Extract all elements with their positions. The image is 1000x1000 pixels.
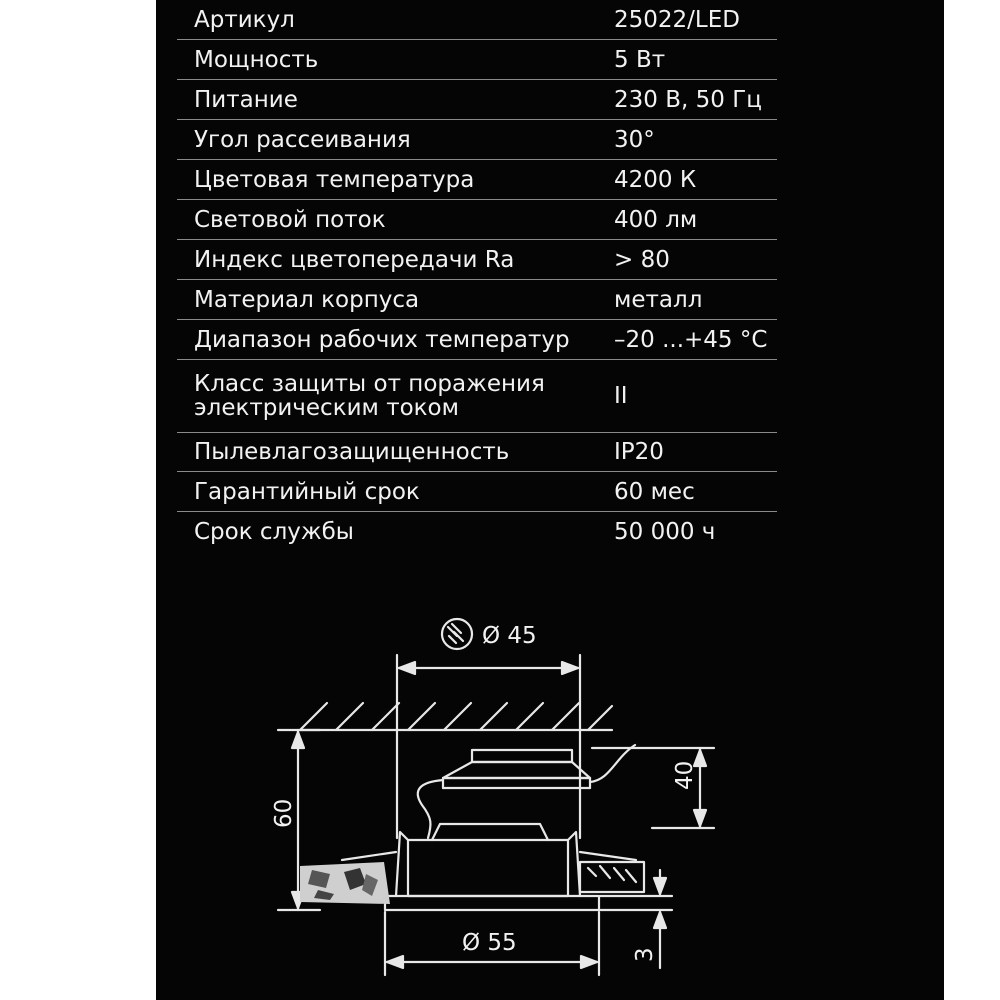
spec-label: Материал корпуса	[194, 286, 420, 313]
spec-label: Мощность	[194, 46, 319, 73]
spec-value: > 80	[614, 246, 670, 273]
spec-value: –20 ...+45 °С	[614, 326, 768, 353]
spec-value: 5 Вт	[614, 46, 666, 73]
ceiling-board-right	[580, 862, 644, 892]
spec-label: Цветовая температура	[194, 166, 475, 193]
ceiling-board-left	[300, 862, 390, 904]
cutout-hole-icon	[442, 619, 472, 649]
spec-value: 4200 К	[614, 166, 697, 193]
spec-label-line-1: Класс защиты от поражения	[194, 371, 545, 397]
spec-label: Индекс цветопередачи Ra	[194, 246, 515, 273]
spec-value: II	[614, 383, 628, 409]
spec-value: 400 лм	[614, 206, 698, 233]
spec-label: Артикул	[194, 6, 295, 33]
cutout-diameter-dimension	[397, 655, 580, 838]
ceiling-line	[300, 703, 612, 730]
supply-wire	[590, 745, 635, 782]
spec-value: 50 000 ч	[614, 518, 716, 545]
driver-cap	[443, 750, 590, 788]
height-40-label: 40	[672, 760, 698, 790]
total-height-label: 60	[271, 798, 297, 828]
bezel-thickness-label: 3	[632, 947, 658, 962]
spec-label: Световой поток	[194, 206, 386, 233]
spec-value: 25022/LED	[614, 6, 740, 33]
spec-label: Пылевлагозащищенность	[194, 439, 510, 465]
cutout-diameter-label: Ø 45	[482, 623, 537, 649]
spec-value: 230 В, 50 Гц	[614, 86, 762, 113]
spec-label: Диапазон рабочих температур	[194, 326, 570, 353]
spec-label: Питание	[194, 86, 298, 113]
spec-value: металл	[614, 286, 703, 313]
spec-label: Срок службы	[194, 518, 354, 545]
spec-value: 60 мес	[614, 478, 695, 505]
spec-label-line-2: электрическим током	[194, 395, 459, 421]
spec-label: Гарантийный срок	[194, 478, 420, 505]
spec-value: IP20	[614, 439, 664, 465]
spec-value: 30°	[614, 126, 655, 153]
lamp-wire	[418, 780, 443, 838]
outer-diameter-label: Ø 55	[462, 930, 517, 956]
spec-label: Угол рассеивания	[194, 126, 411, 153]
